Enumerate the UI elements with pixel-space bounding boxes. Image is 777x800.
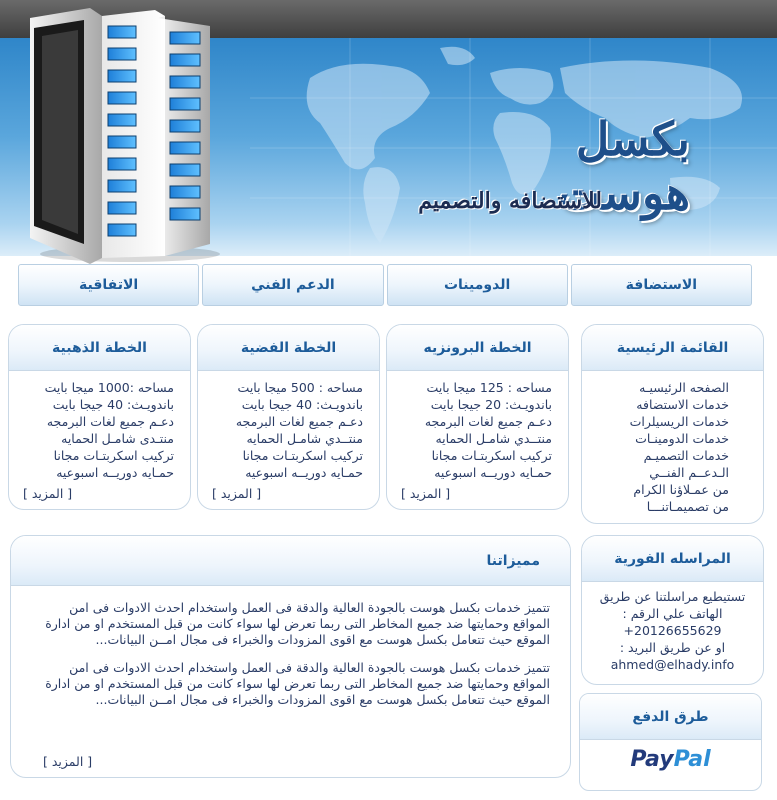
- contact-body: [582, 582, 763, 673]
- menu-item-resellers[interactable]: خدمات الريسيلرات: [629, 414, 729, 429]
- main-nav: [18, 264, 752, 306]
- plan-title: الخطة البرونزيه: [387, 325, 568, 371]
- server-rack-icon: [20, 8, 220, 264]
- plan-feature: تركيب اسكربتـات مجانا: [53, 448, 174, 463]
- contact-line: الهاتف علي الرقم :: [622, 606, 723, 621]
- menu-item-home[interactable]: الصفحه الرئيسيـه: [639, 380, 729, 395]
- main-menu-list: [582, 371, 763, 515]
- features-title: مميزاتنا: [11, 536, 570, 586]
- menu-item-hosting[interactable]: خدمات الاستضافه: [636, 397, 729, 412]
- plan-feature: منتـدى شامـل الحمايه: [61, 431, 174, 446]
- contact-box: [581, 535, 764, 685]
- plan-feature: حمـايه دوريــه اسبوعيه: [434, 465, 552, 480]
- plan-feature: منتــدي شامـل الحمايه: [246, 431, 363, 446]
- more-link[interactable]: [ المزيد ]: [401, 486, 451, 501]
- menu-item-clients[interactable]: من عمـلاؤنا الكرام: [633, 482, 729, 497]
- site-title: بكسل هوست: [558, 112, 690, 220]
- plan-features: [9, 371, 190, 481]
- features-paragraph: تتميز خدمات بكسل هوست بالجودة العالية والدقة فى العمل واستخدام احدث الادوات فى امن المواقع وحمايتها ضد جميع المخاطر التى ربما تعرض لها سواء كانت من قبل المستخدم او من ادارة الموقع حيث تتعامل بكسل هوست مع اقوى المزودات والخبراء فى مجال امــن البيانات...: [45, 600, 550, 647]
- contact-line: او عن طريق البريد :: [619, 640, 726, 655]
- more-link[interactable]: [ المزيد ]: [43, 754, 93, 769]
- paypal-logo[interactable]: PayPal: [630, 747, 711, 772]
- plan-feature: باندويـث: 40 جيجا بايت: [52, 397, 174, 412]
- plan-feature: منتــدي شامـل الحمايه: [435, 431, 552, 446]
- plan-feature: دعـم جميع لغات البرمجه: [46, 414, 174, 429]
- contact-email[interactable]: ahmed@elhady.info: [610, 657, 735, 672]
- plan-feature: حمـايه دوريــه اسبوعيه: [245, 465, 363, 480]
- plan-title: الخطة الذهبية: [9, 325, 190, 371]
- plan-card-bronze: [386, 324, 569, 510]
- payment-title: طرق الدفع: [580, 694, 761, 740]
- more-link[interactable]: [ المزيد ]: [212, 486, 262, 501]
- nav-tab-support[interactable]: الدعم الفني: [202, 264, 383, 306]
- contact-phone: +20126655629: [623, 623, 722, 638]
- features-box: [10, 535, 571, 778]
- plan-feature: تركيب اسكربتـات مجانا: [431, 448, 552, 463]
- menu-item-design[interactable]: خدمات التصميـم: [643, 448, 729, 463]
- nav-tab-domains[interactable]: الدومينات: [387, 264, 568, 306]
- contact-title: المراسله الفورية: [582, 536, 763, 582]
- contact-line: تستيطيع مراسلتنا عن طريق: [599, 589, 746, 604]
- nav-tab-agreement[interactable]: الاتفاقية: [18, 264, 199, 306]
- plan-feature: دعـم جميع لغات البرمجه: [235, 414, 363, 429]
- plan-feature: حمـايه دوريــه اسبوعيه: [56, 465, 174, 480]
- plan-features: [198, 371, 379, 481]
- menu-item-domains[interactable]: خدمات الدومينـات: [635, 431, 729, 446]
- plan-card-gold: [8, 324, 191, 510]
- features-paragraph: تتميز خدمات بكسل هوست بالجودة العالية والدقة فى العمل واستخدام احدث الادوات فى امن المواقع وحمايتها ضد جميع المخاطر التى ربما تعرض لها سواء كانت من قبل المستخدم او من ادارة الموقع حيث تتعامل بكسل هوست مع اقوى المزودات والخبراء فى مجال امــن البيانات...: [45, 660, 550, 707]
- plan-feature: دعـم جميع لغات البرمجه: [424, 414, 552, 429]
- site-tagline: للاستضافه والتصميم: [418, 188, 602, 214]
- menu-item-portfolio[interactable]: من تصميمـاتنـــا: [646, 499, 729, 514]
- main-menu-title: القائمة الرئيسية: [582, 325, 763, 371]
- plan-feature: باندويـث: 40 جيجا بايت: [241, 397, 363, 412]
- plan-card-silver: [197, 324, 380, 510]
- plan-feature: تركيب اسكربتـات مجانا: [242, 448, 363, 463]
- plan-features: [387, 371, 568, 481]
- payment-box: [579, 693, 762, 791]
- plan-feature: باندويـث: 20 جيجا بايت: [430, 397, 552, 412]
- more-link[interactable]: [ المزيد ]: [23, 486, 73, 501]
- plan-title: الخطة الفضية: [198, 325, 379, 371]
- main-menu-box: [581, 324, 764, 524]
- plan-feature: مساحه : 500 ميجا بايت: [237, 380, 363, 395]
- plan-feature: مساحه :1000 ميجا بايت: [44, 380, 174, 395]
- menu-item-support[interactable]: الـدعــم الفنــي: [649, 465, 729, 480]
- nav-tab-hosting[interactable]: الاستضافة: [571, 264, 752, 306]
- plan-feature: مساحه : 125 ميجا بايت: [426, 380, 552, 395]
